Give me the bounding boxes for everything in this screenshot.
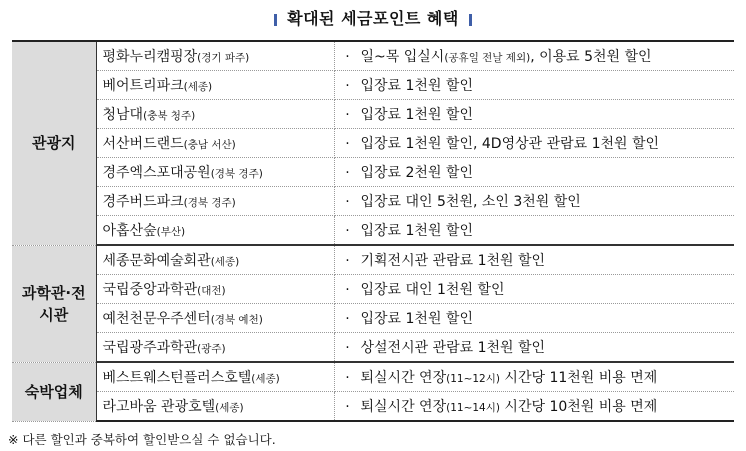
footnote: ※ 다른 할인과 중복하여 할인받으실 수 없습니다.	[8, 432, 276, 447]
page-title	[0, 6, 746, 29]
benefit-text: 퇴실시간 연장	[360, 370, 447, 386]
place-name: 경주엑스포대공원	[102, 165, 211, 181]
benefit-text: 입장료 2천원 할인	[360, 165, 473, 181]
place-cell	[96, 158, 334, 187]
benefit-cell	[334, 129, 734, 158]
place-region: (경기 파주)	[197, 52, 250, 64]
benefit-note: (공휴일 전날 제외)	[444, 52, 531, 64]
title-text: 확대된 세금포인트 혜택	[287, 9, 459, 28]
place-cell	[96, 41, 334, 71]
category-cell: 과학관·전시관	[12, 245, 96, 362]
place-region: (광주)	[197, 343, 226, 355]
place-cell	[96, 275, 334, 304]
place-name: 평화누리캠핑장	[102, 49, 198, 65]
benefit-cell	[334, 333, 734, 363]
table-row	[12, 245, 734, 275]
benefit-cell	[334, 100, 734, 129]
place-cell	[96, 216, 334, 246]
benefit-cell	[334, 304, 734, 333]
benefit-cell	[334, 275, 734, 304]
table-row	[12, 275, 734, 304]
bullet-mark: ·	[345, 223, 350, 239]
table-row	[12, 362, 734, 392]
place-name: 서산버드랜드	[102, 136, 184, 152]
bullet-mark: ·	[345, 194, 350, 210]
bullet-mark: ·	[345, 340, 350, 356]
benefit-text: 일~목 입실시	[360, 49, 445, 65]
place-cell	[96, 333, 334, 363]
category-cell: 숙박업체	[12, 362, 96, 421]
place-region: (대전)	[197, 285, 226, 297]
bullet-mark: ·	[345, 311, 350, 327]
benefit-cell	[334, 71, 734, 100]
benefit-cell	[334, 245, 734, 275]
place-cell	[96, 129, 334, 158]
bullet-mark: ·	[345, 107, 350, 123]
benefit-cell	[334, 216, 734, 246]
benefit-cell	[334, 187, 734, 216]
table-row	[12, 129, 734, 158]
table-row	[12, 158, 734, 187]
place-name: 세종문화예술회관	[102, 253, 211, 269]
benefit-cell	[334, 362, 734, 392]
place-cell	[96, 187, 334, 216]
bullet-mark: ·	[345, 399, 350, 415]
category-cell: 관광지	[12, 41, 96, 245]
benefit-text: 입장료 1천원 할인	[360, 107, 473, 123]
table-row	[12, 304, 734, 333]
benefit-text-tail: 시간당 10천원 비용 면제	[499, 399, 658, 415]
benefit-text: 입장료 1천원 할인, 4D영상관 관람료 1천원 할인	[360, 136, 660, 152]
place-region: (세종)	[251, 373, 280, 385]
benefit-cell	[334, 41, 734, 71]
place-cell	[96, 304, 334, 333]
place-name: 예천천문우주센터	[102, 311, 211, 327]
place-region: (세종)	[215, 402, 244, 414]
place-name: 라고바움 관광호텔	[102, 399, 216, 415]
bullet-mark: ·	[345, 136, 350, 152]
place-region: (세종)	[210, 256, 240, 268]
place-cell	[96, 100, 334, 129]
place-name: 아홉산숲	[102, 223, 157, 239]
title-left-bar	[274, 14, 277, 26]
table-row	[12, 100, 734, 129]
bullet-mark: ·	[345, 78, 350, 94]
benefit-cell	[334, 392, 734, 422]
bullet-mark: ·	[345, 253, 350, 269]
table-row	[12, 187, 734, 216]
benefits-table	[12, 40, 734, 422]
benefit-text: 상설전시관 관람료 1천원 할인	[360, 340, 546, 356]
benefit-text: 입장료 대인 5천원, 소인 3천원 할인	[360, 194, 581, 210]
benefit-text: 기획전시관 관람료 1천원 할인	[360, 253, 546, 269]
place-region: (경북 경주)	[210, 168, 263, 180]
bullet-mark: ·	[345, 282, 350, 298]
place-name: 베스트웨스턴플러스호텔	[102, 370, 252, 386]
place-cell	[96, 392, 334, 422]
table-row	[12, 71, 734, 100]
benefit-text-tail: 시간당 11천원 비용 면제	[499, 370, 658, 386]
benefit-text: 입장료 1천원 할인	[360, 78, 473, 94]
benefit-text: 입장료 1천원 할인	[360, 223, 473, 239]
place-cell	[96, 362, 334, 392]
benefit-cell	[334, 158, 734, 187]
place-region: (경북 예천)	[210, 314, 263, 326]
table-row	[12, 333, 734, 363]
benefit-text: 입장료 1천원 할인	[360, 311, 473, 327]
place-cell	[96, 245, 334, 275]
place-region: (충남 서산)	[183, 139, 236, 151]
place-region: (충북 청주)	[143, 110, 196, 122]
benefit-text: 입장료 대인 1천원 할인	[360, 282, 505, 298]
bullet-mark: ·	[345, 165, 350, 181]
benefit-note: (11~12시)	[446, 373, 500, 385]
place-name: 국립중앙과학관	[102, 282, 198, 298]
place-name: 경주버드파크	[102, 194, 184, 210]
bullet-mark: ·	[345, 370, 350, 386]
place-cell	[96, 71, 334, 100]
bullet-mark: ·	[345, 49, 350, 65]
table-row	[12, 392, 734, 422]
place-name: 청남대	[102, 107, 144, 123]
place-name: 베어트리파크	[102, 78, 184, 94]
place-region: (경북 경주)	[183, 197, 236, 209]
benefit-note: (11~14시)	[446, 402, 500, 414]
place-region: (부산)	[156, 226, 186, 238]
place-name: 국립광주과학관	[102, 340, 198, 356]
place-region: (세종)	[183, 81, 213, 93]
title-right-bar	[469, 14, 472, 26]
table-row	[12, 216, 734, 246]
benefit-text: 퇴실시간 연장	[360, 399, 447, 415]
benefit-text-tail: , 이용료 5천원 할인	[530, 49, 652, 65]
table-row	[12, 41, 734, 71]
